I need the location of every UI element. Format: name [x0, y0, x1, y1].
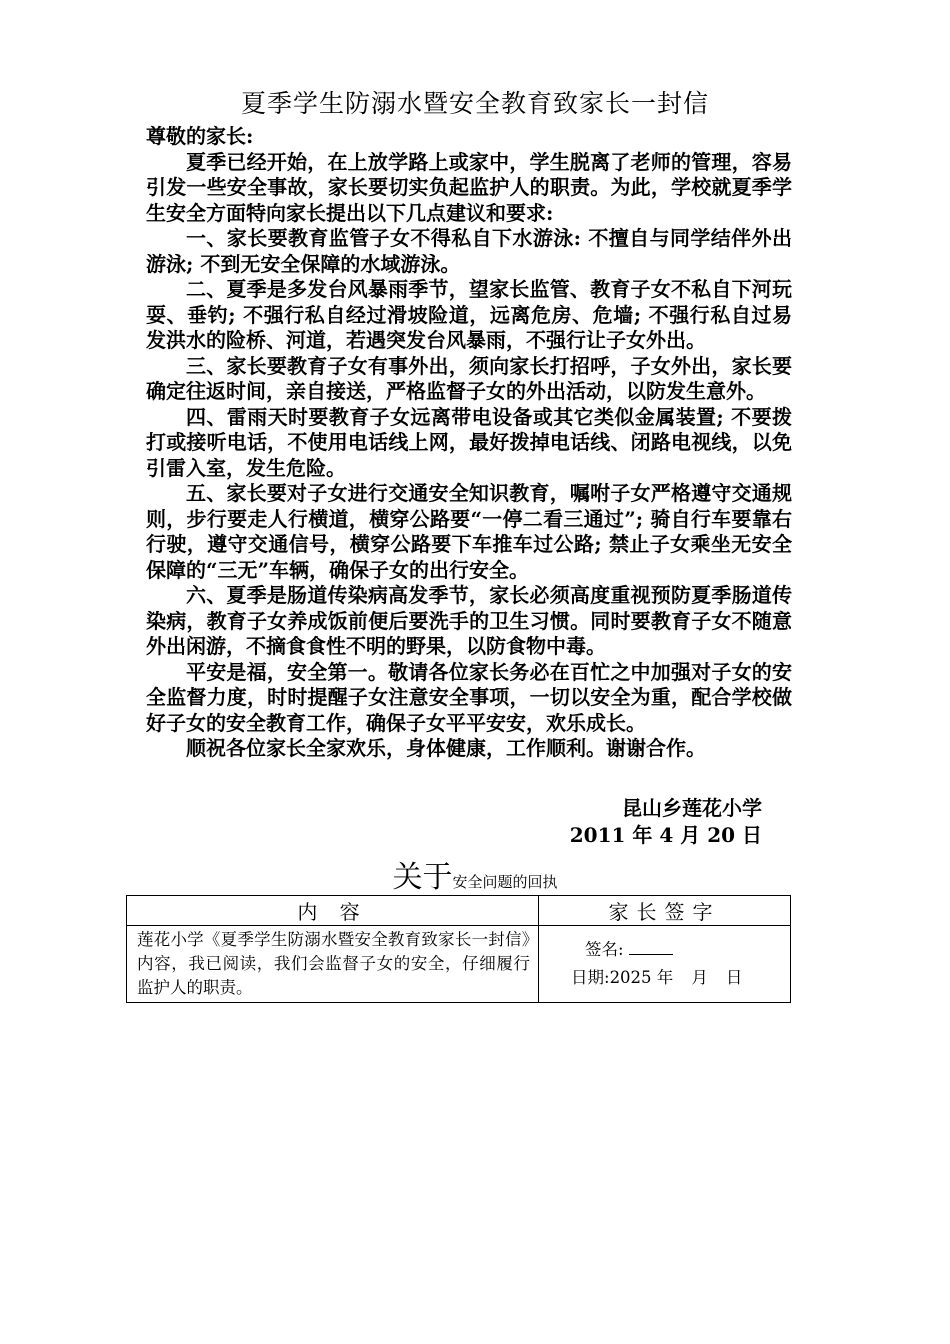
paragraph-1: 一、家长要教育监管子女不得私自下水游泳: 不擅自与同学结伴外出游泳; 不到无安全保障的水域游泳。 [146, 226, 792, 276]
column-header-parent-signature: 家长签字 [539, 896, 791, 926]
paragraph-regards: 顺祝各位家长全家欢乐，身体健康，工作顺利。谢谢合作。 [186, 736, 706, 760]
receipt-header-row [127, 896, 791, 926]
date-year: 2025 年 [609, 968, 674, 987]
paragraph-6: 六、夏季是肠道传染病高发季节，家长必须高度重视预防夏季肠道传染病，教育子女养成饭前便后要洗手的卫生习惯。同时要教育子女不随意外出闲游，不摘食食性不明的野果，以防食物中毒。 [146, 583, 792, 658]
date-label: 日期: [571, 968, 610, 987]
paragraph-intro: 夏季已经开始，在上放学路上或家中，学生脱离了老师的管理，容易引发一些安全事故，家长要切实负起监护人的职责。为此，学校就夏季学生安全方面特向家长提出以下几点建议和要求: [146, 149, 792, 225]
paragraph-5: 五、家长要对子女进行交通安全知识教育，嘱咐子女严格遵守交通规则，步行要走人行横道，横穿公路要“一停二看三通过”; 骑自行车要靠右行驶，遵守交通信号，横穿公路要下车推车过公路; 禁止子女乘坐无安全保障的“三无”车辆，确保子女的出行安全。 [146, 481, 792, 582]
paragraph-2: 二、夏季是多发台风暴雨季节，望家长监管、教育子女不私自下河玩耍、垂钓; 不强行私自经过滑坡险道，远离危房、危墙; 不强行私自过易发洪水的险桥、河道，若遇突发台风暴雨，不强行让子女外出。 [146, 277, 792, 352]
date-line [571, 964, 790, 992]
paragraph-closing: 平安是福，安全第一。敬请各位家长务必在百忙之中加强对子女的安全监督力度，时时提醒子女注意安全事项，一切以安全为重，配合学校做好子女的安全教育工作，确保子女平平安安，欢乐成长。 [146, 659, 792, 735]
receipt-title-prefix: 关于 [392, 860, 453, 895]
receipt-title [0, 852, 950, 896]
date-day: 日 [725, 968, 743, 987]
greeting: 尊敬的家长: [146, 124, 254, 148]
signature-blank[interactable] [629, 936, 673, 955]
letter-date: 2011 年 4 月 20 日 [569, 823, 762, 847]
paragraph-3: 三、家长要教育子女有事外出，须向家长打招呼，子女外出，家长要确定往返时间，亲自接送，严格监督子女的外出活动，以防发生意外。 [146, 353, 792, 403]
paragraph-4: 四、雷雨天时要教育子女远离带电设备或其它类似金属装置; 不要拨打或接听电话，不使用电话线上网，最好拨掉电话线、闭路电视线，以免引雷入室，发生危险。 [146, 404, 792, 480]
signature-line [571, 936, 790, 964]
receipt-table [126, 895, 791, 1003]
receipt-content-cell: 莲花小学《夏季学生防溺水暨安全教育致家长一封信》内容，我已阅读，我们会监督子女的安全，仔细履行监护人的职责。 [127, 926, 539, 1003]
letter-body [146, 124, 792, 762]
date-month: 月 [691, 968, 708, 987]
receipt-signature-cell [539, 926, 791, 1003]
column-header-content: 内 容 [127, 896, 539, 926]
letter-title: 夏季学生防溺水暨安全教育致家长一封信 [240, 89, 709, 118]
receipt-body-row [127, 926, 791, 1003]
receipt-title-suffix: 安全问题的回执 [452, 873, 558, 891]
school-signature: 昆山乡莲花小学 [622, 796, 762, 820]
signature-label: 签名: [585, 940, 624, 959]
